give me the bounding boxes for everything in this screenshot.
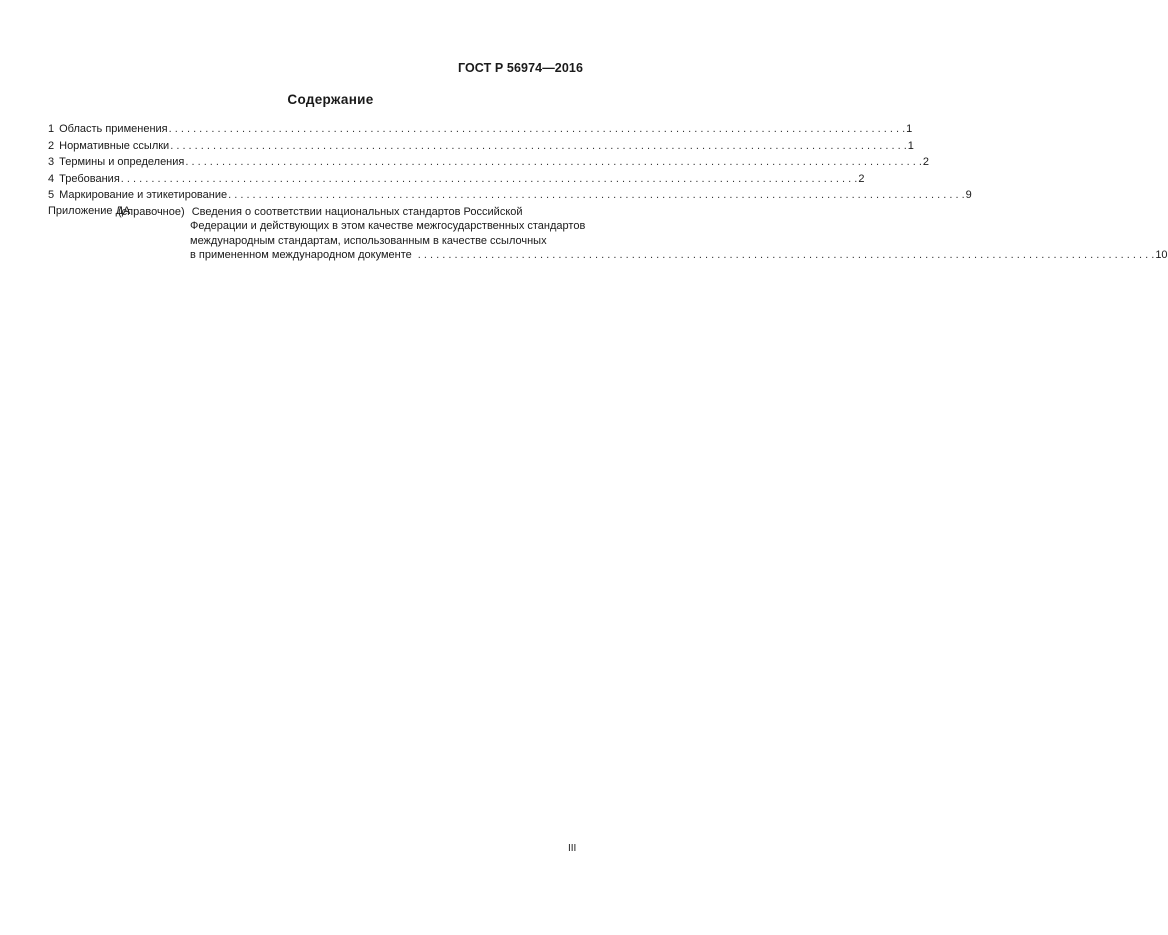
toc-entry-label: Нормативные ссылки xyxy=(59,139,170,152)
standard-designation: ГОСТ Р 56974—2016 xyxy=(457,61,583,75)
toc-entry-page: 9 xyxy=(965,189,972,201)
annex-line: международным стандартам, использованным в качестве ссылочных xyxy=(190,234,547,247)
toc-entry[interactable] xyxy=(48,187,972,204)
toc-entry-page: 2 xyxy=(922,156,930,168)
dot-leader xyxy=(185,154,922,171)
page-title: Содержание xyxy=(287,92,374,107)
dot-leader xyxy=(228,187,965,204)
annex-label: Приложение ДА xyxy=(48,204,131,217)
page-number: III xyxy=(568,843,577,854)
toc-entry-label: Область применения xyxy=(59,123,168,135)
dot-leader xyxy=(170,138,907,155)
toc-entry-page: 1 xyxy=(907,139,914,152)
dot-leader xyxy=(418,248,1155,263)
dot-leader xyxy=(169,121,906,138)
toc-entry-number: 2 xyxy=(48,139,55,152)
toc-entry-number: 1 xyxy=(48,123,55,135)
toc-entry-page: 2 xyxy=(858,172,865,185)
annex-line: в примененном международном документе . . . 10 xyxy=(118,248,1168,263)
toc-entry-label: Термины и определения xyxy=(59,156,185,168)
toc-entry-label: Требования xyxy=(59,172,120,185)
annex-page: 10 xyxy=(1155,249,1168,261)
annex-line: (справочное) Сведения о соответствии национальных стандартов Российской xyxy=(118,205,523,218)
dot-leader xyxy=(121,171,858,188)
annex-type: (справочное) xyxy=(118,205,185,218)
toc-entry[interactable] xyxy=(48,121,913,138)
annex-line: Федерации и действующих в этом качестве межгосударственных стандартов xyxy=(190,220,586,232)
annex-description xyxy=(118,205,1168,263)
toc-entry-number: 5 xyxy=(48,189,55,201)
toc-entry-page: 1 xyxy=(906,123,913,135)
toc-entry[interactable] xyxy=(48,154,930,171)
toc-entry-number: 4 xyxy=(48,172,55,185)
toc-annex-entry[interactable] xyxy=(48,204,1168,263)
toc-entry[interactable] xyxy=(48,138,914,155)
table-of-contents xyxy=(48,121,1168,263)
toc-entry-label: Маркирование и этикетирование xyxy=(59,189,228,201)
toc-entry[interactable] xyxy=(48,171,865,188)
toc-entry-number: 3 xyxy=(48,156,55,168)
